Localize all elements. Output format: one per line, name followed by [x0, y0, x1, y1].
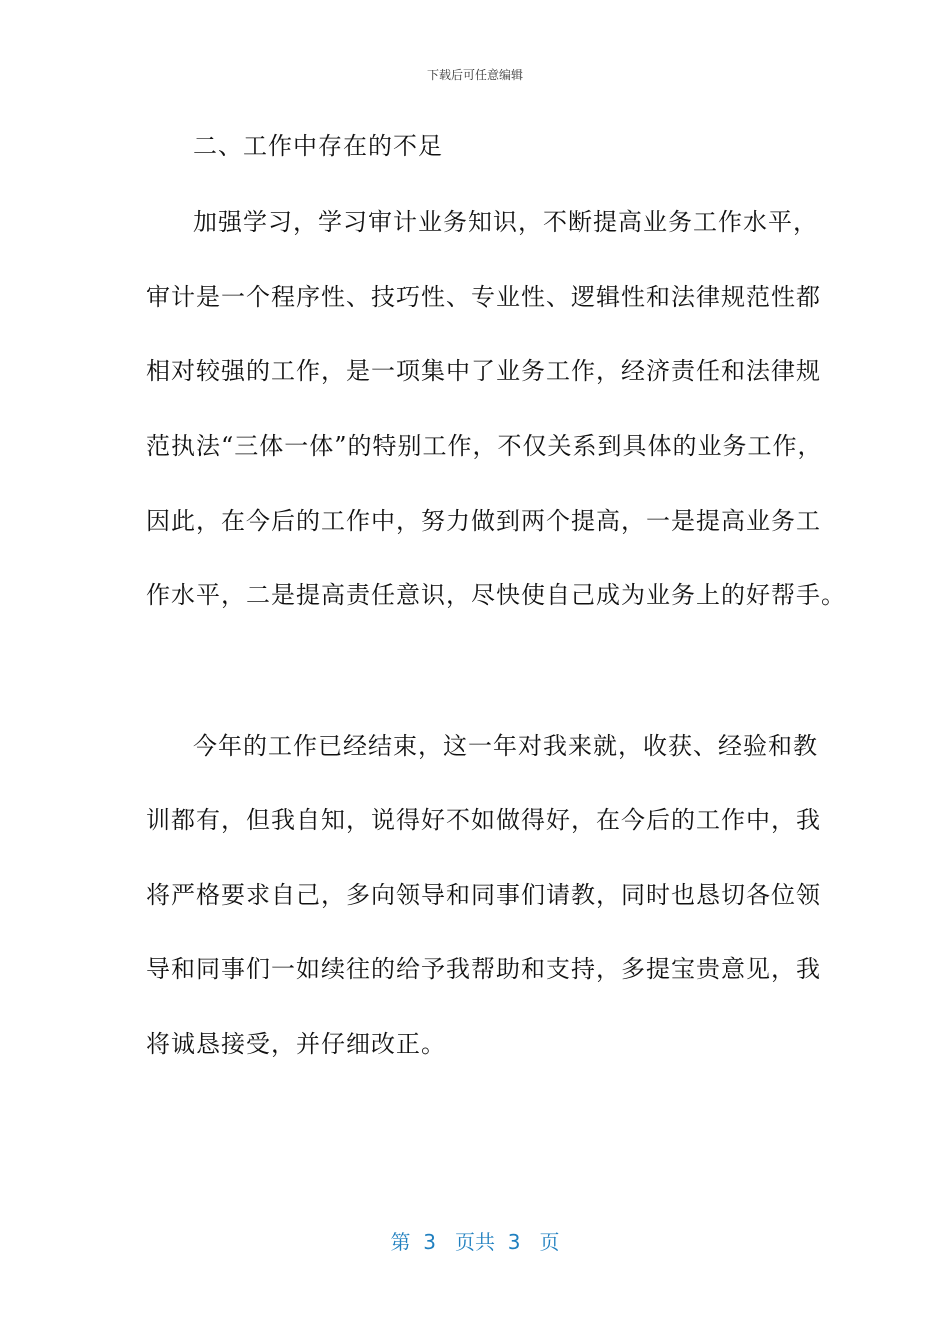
- header-note: 下载后可任意编辑: [426, 68, 523, 82]
- paragraph-line: 审计是一个程序性、技巧性、专业性、逻辑性和法律规范性都: [146, 283, 821, 311]
- paragraph-line: 作水平，二是提高责任意识，尽快使自己成为业务上的好帮手。: [146, 581, 846, 609]
- paragraph-line: 因此，在今后的工作中，努力做到两个提高，一是提高业务工: [146, 507, 821, 535]
- page-number-footer: 第 3 页共 3 页: [390, 1230, 560, 1254]
- paragraph-line: 相对较强的工作，是一项集中了业务工作，经济责任和法律规: [146, 357, 821, 385]
- paragraph-line: 训都有，但我自知，说得好不如做得好，在今后的工作中，我: [146, 806, 821, 834]
- paragraph-line: 今年的工作已经结束，这一年对我来就，收获、经验和教: [193, 732, 818, 760]
- paragraph-line: 导和同事们一如续往的给予我帮助和支持，多提宝贵意见，我: [146, 955, 821, 983]
- paragraph-line: 将诚恳接受，并仔细改正。: [146, 1030, 446, 1058]
- section-heading: 二、工作中存在的不足: [193, 132, 443, 160]
- paragraph-line: 范执法“三体一体”的特别工作，不仅关系到具体的业务工作，: [146, 432, 823, 460]
- paragraph-line: 加强学习，学习审计业务知识，不断提高业务工作水平，: [193, 208, 818, 236]
- paragraph-line: 将严格要求自己，多向领导和同事们请教，同时也恳切各位领: [146, 881, 821, 909]
